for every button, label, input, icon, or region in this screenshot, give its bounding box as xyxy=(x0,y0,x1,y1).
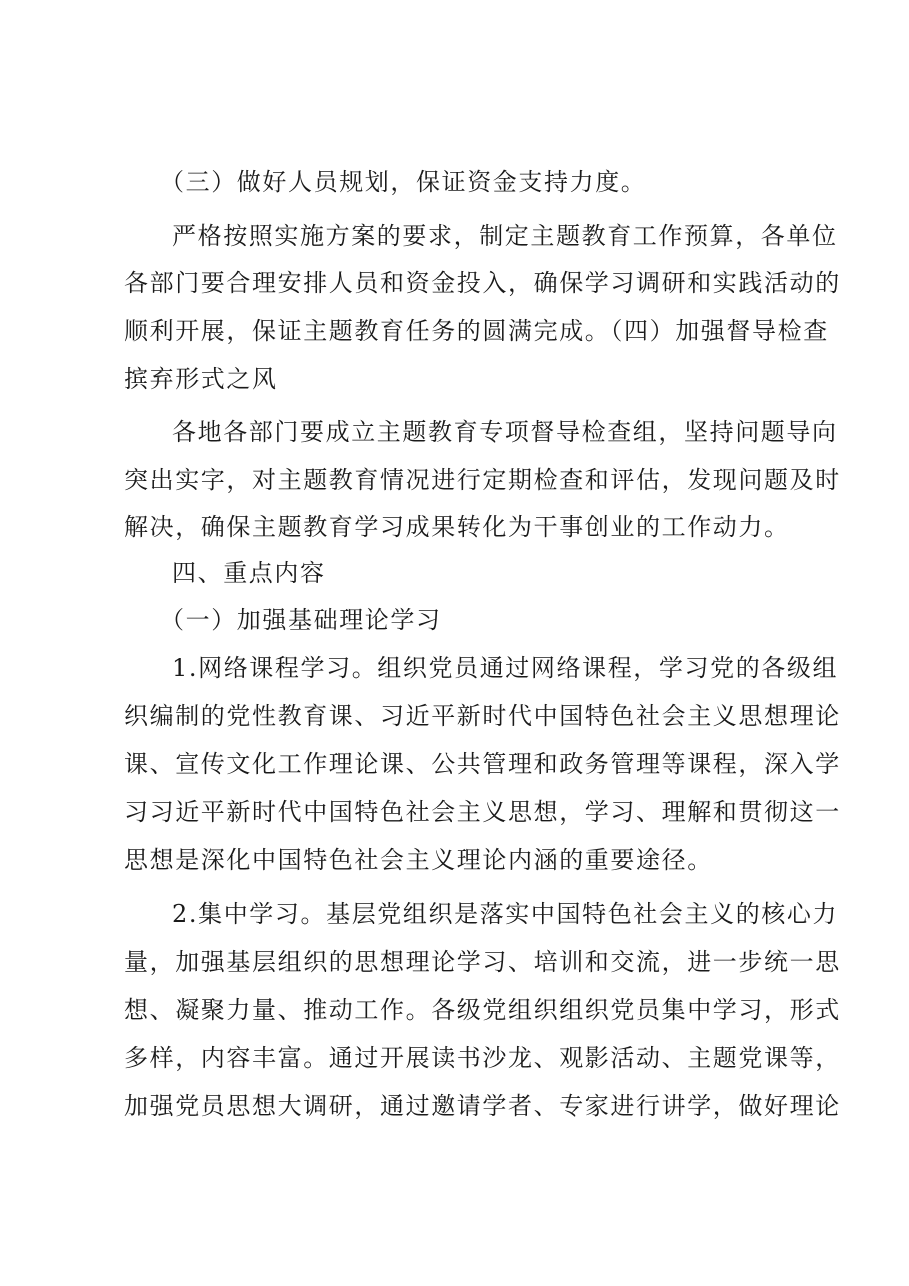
paragraph-line xyxy=(0,307,909,355)
text-line: 各地各部门要成立主题教育专项督导检查组，坚持问题导向 xyxy=(172,418,838,446)
section-heading-4 xyxy=(0,549,909,597)
text-line: 织编制的党性教育课、习近平新时代中国特色社会主义思想理论 xyxy=(124,702,841,730)
paragraph-line xyxy=(0,212,909,260)
text-line: 四、重点内容 xyxy=(172,559,326,587)
section-heading-3 xyxy=(0,158,909,206)
text-line: 课、宣传文化工作理论课、公共管理和政务管理等课程，深入学 xyxy=(124,750,841,778)
paragraph-line xyxy=(0,503,909,551)
text-line: 各部门要合理安排人员和资金投入，确保学习调研和实践活动的 xyxy=(124,269,841,297)
paragraph-line xyxy=(0,788,909,836)
text-line: （一）加强基础理论学习 xyxy=(160,606,442,634)
text-line: 加强党员思想大调研，通过邀请学者、专家进行讲学，做好理论 xyxy=(124,1092,841,1120)
paragraph-line xyxy=(0,408,909,456)
text-line: （三）做好人员规划，保证资金支持力度。 xyxy=(160,168,647,196)
paragraph-line xyxy=(0,986,909,1034)
text-line: 2.集中学习。基层党组织是落实中国特色社会主义的核心力 xyxy=(172,900,839,928)
paragraph-line xyxy=(0,692,909,740)
paragraph-line xyxy=(0,740,909,788)
subsection-heading-1 xyxy=(0,596,909,644)
text-line: 严格按照实施方案的要求，制定主题教育工作预算，各单位 xyxy=(172,222,838,250)
paragraph-line xyxy=(0,1034,909,1082)
paragraph-line xyxy=(0,890,909,938)
text-line: 摈弃形式之风 xyxy=(124,365,278,393)
text-line: 1.网络课程学习。组织党员通过网络课程，学习党的各级组 xyxy=(172,654,839,682)
paragraph-line xyxy=(0,259,909,307)
text-line: 习习近平新时代中国特色社会主义思想，学习、理解和贯彻这一 xyxy=(124,798,841,826)
paragraph-line xyxy=(0,1082,909,1130)
paragraph-line xyxy=(0,644,909,692)
text-line: 顺利开展，保证主题教育任务的圆满完成。（四）加强督导检查 xyxy=(124,317,829,345)
paragraph-line xyxy=(0,456,909,504)
paragraph-line xyxy=(0,355,909,403)
text-line: 解决，确保主题教育学习成果转化为干事创业的工作动力。 xyxy=(124,513,790,541)
text-line: 多样，内容丰富。通过开展读书沙龙、观影活动、主题党课等， xyxy=(124,1044,841,1072)
text-line: 想、凝聚力量、推动工作。各级党组织组织党员集中学习，形式 xyxy=(124,996,841,1024)
text-line: 思想是深化中国特色社会主义理论内涵的重要途径。 xyxy=(124,846,713,874)
text-line: 量，加强基层组织的思想理论学习、培训和交流，进一步统一思 xyxy=(124,948,841,976)
paragraph-line xyxy=(0,836,909,884)
paragraph-line xyxy=(0,938,909,986)
text-line: 突出实字，对主题教育情况进行定期检查和评估，发现问题及时 xyxy=(124,466,841,494)
